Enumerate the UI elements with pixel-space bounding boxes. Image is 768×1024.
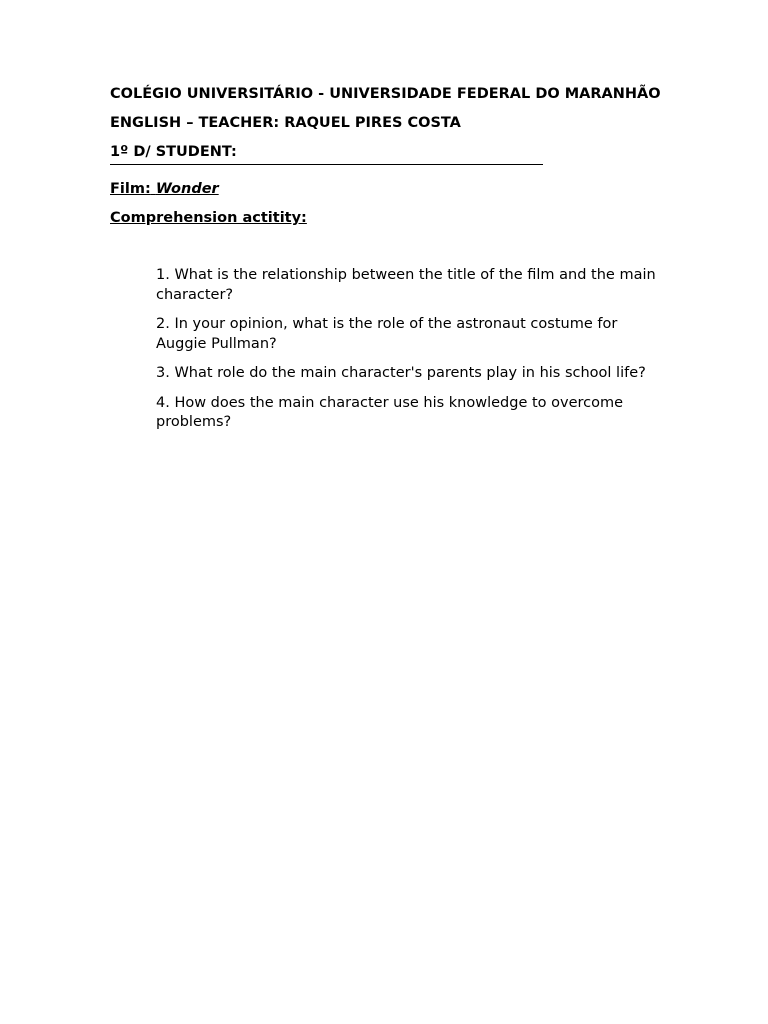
question-list xyxy=(110,266,666,433)
school-name: COLÉGIO UNIVERSITÁRIO - UNIVERSIDADE FEDERAL DO MARANHÃO xyxy=(110,86,661,102)
film-title: Wonder xyxy=(155,181,219,197)
question-item: 3. What role do the main character's parents play in his school life? xyxy=(156,365,646,381)
question-item: 1. What is the relationship between the title of the film and the main character? xyxy=(156,267,656,303)
document-page xyxy=(110,84,670,443)
film-label: Film: xyxy=(110,181,151,197)
question-item: 2. In your opinion, what is the role of the astronaut costume for Auggie Pullman? xyxy=(156,316,618,352)
activity-title: Comprehension actitity: xyxy=(110,210,307,226)
course-teacher: ENGLISH – TEACHER: RAQUEL PIRES COSTA xyxy=(110,115,461,131)
question-item: 4. How does the main character use his knowledge to overcome problems? xyxy=(156,394,624,430)
film-line xyxy=(110,179,670,199)
student-name-line xyxy=(110,164,543,165)
class-student-label: 1º D/ STUDENT: xyxy=(110,144,237,160)
